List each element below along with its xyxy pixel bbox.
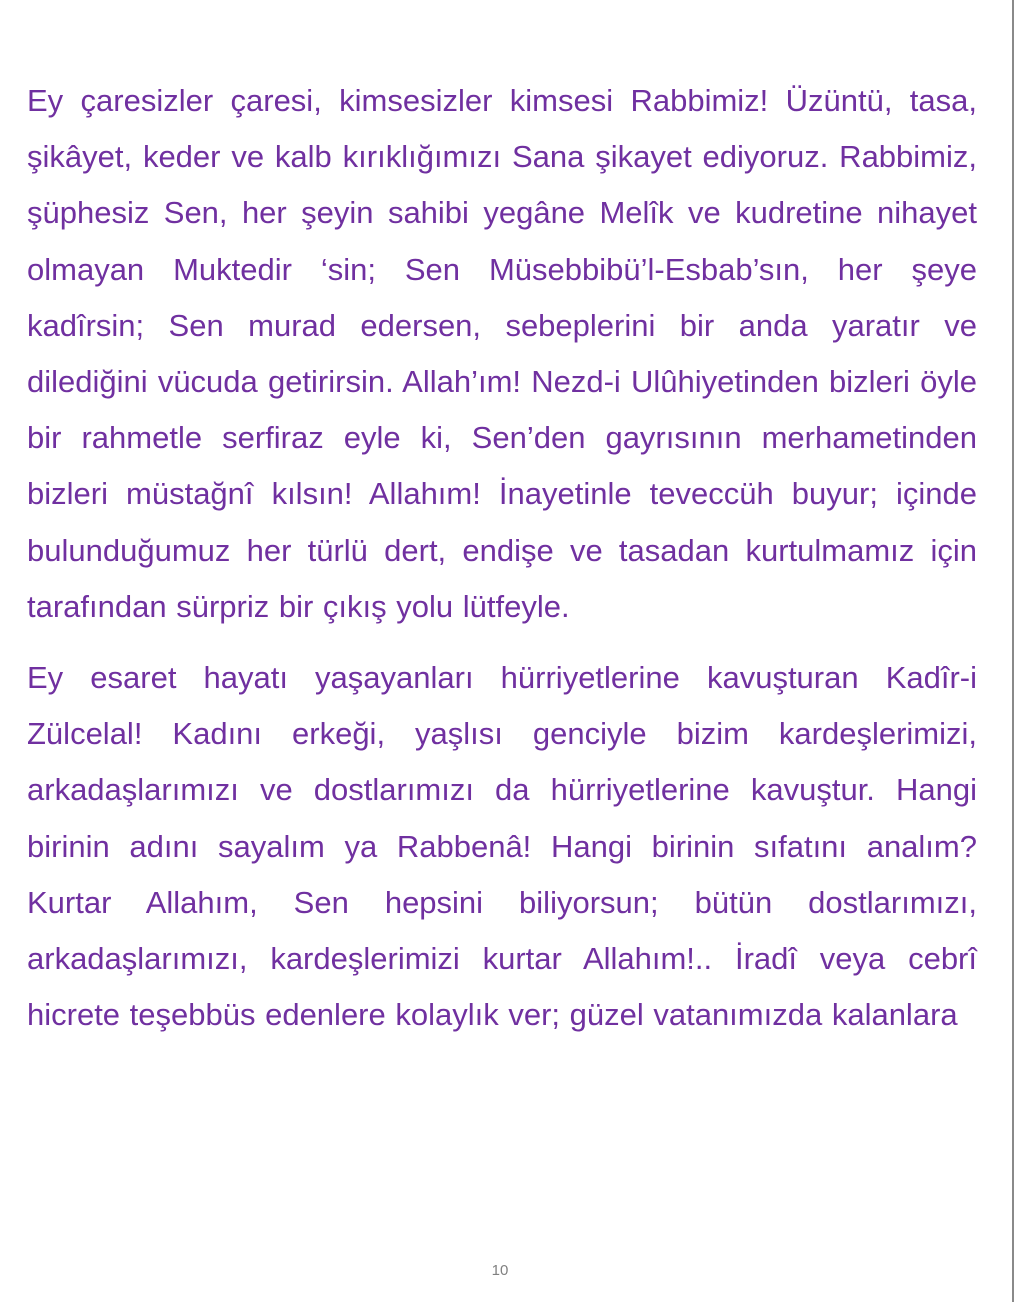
page-edge-divider [1012,0,1014,1302]
paragraph-2: Ey esaret hayatı yaşayanları hürriyetlerine kavuşturan Kadîr-i Zülcelal! Kadını erkeği, yaşlısı genciyle bizim kardeşlerimizi, arkadaşlarımızı ve dostlarımızı da hürriyetlerine kavuştur. Hangi birinin adını sayalım ya Rabbenâ! Hangi birinin sıfatını analım? Kurtar Allahım, Sen hepsini biliyorsun; bütün dostlarımızı, arkadaşlarımızı, kardeşlerimizi kurtar Allahım!.. İradî veya cebrî hicrete teşebbüs edenlere kolaylık ver; güzel vatanımızda kalanlara [27,660,977,1033]
body-text [27,73,977,1043]
paragraph-1: Ey çaresizler çaresi, kimsesizler kimsesi Rabbimiz! Üzüntü, tasa, şikâyet, keder ve kalb kırıklığımızı Sana şikayet ediyoruz. Rabbimiz, şüphesiz Sen, her şeyin sahibi yegâne Melîk ve kudretine nihayet olmayan Muktedir ‘sin; Sen Müsebbibü’l-Esbab’sın, her şeye kadîrsin; Sen murad edersen, sebeplerini bir anda yaratır ve dilediğini vücuda getirirsin. Allah’ım! Nezd-i Ulûhiyetinden bizleri öyle bir rahmetle serfiraz eyle ki, Sen’den gayrısının merhametinden bizleri müstağnî kılsın! Allahım! İnayetinle teveccüh buyur; içinde bulunduğumuz her türlü dert, endişe ve tasadan kurtulmamız için tarafından sürpriz bir çıkış yolu lütfeyle. [27,83,977,624]
page-number: 10 [491,1262,509,1279]
